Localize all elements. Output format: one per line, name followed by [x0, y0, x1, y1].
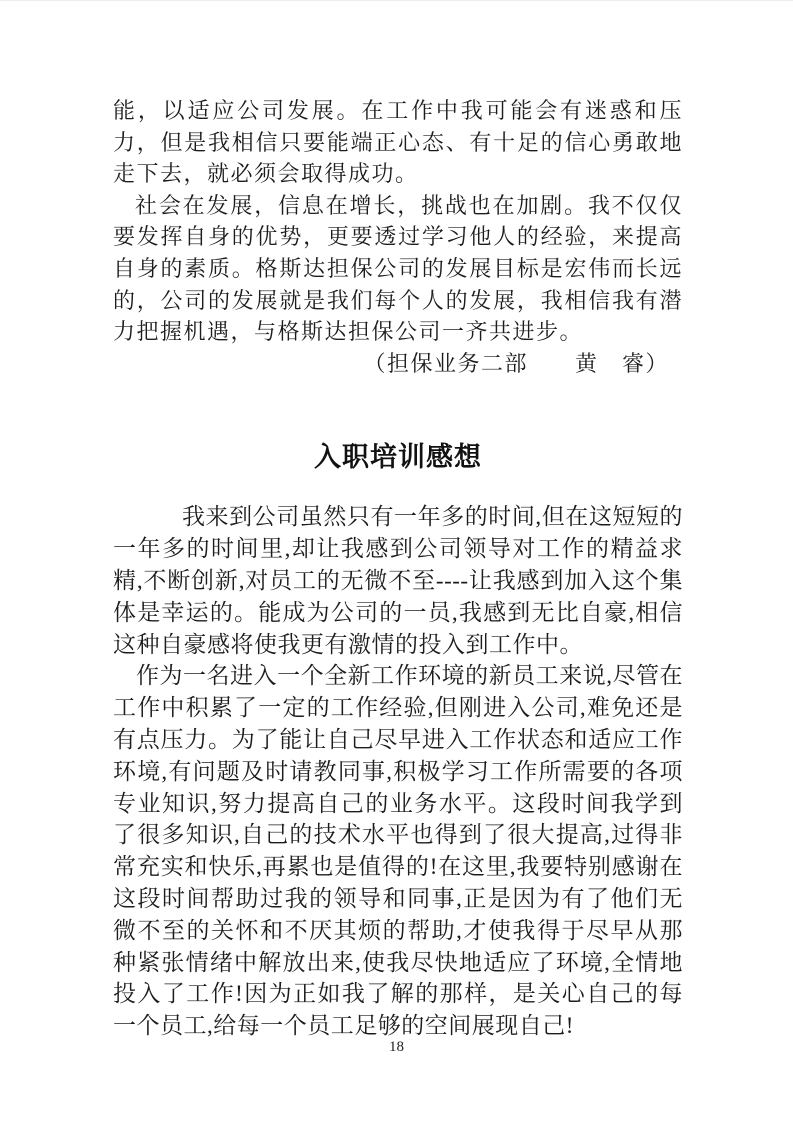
article-body [113, 501, 683, 1042]
paragraph-continuation: 能，以适应公司发展。在工作中我可能会有迷惑和压力，但是我相信只要能端正心态、有十足的信心勇敢地走下去，就必须会取得成功。 [113, 98, 683, 187]
paragraph: 作为一名进入一个全新工作环境的新员工来说,尽管在工作中积累了一定的工作经验,但刚进入公司,难免还是有点压力。为了能让自己尽早进入工作状态和适应工作环境,有问题及时请教同事,积极学习工作所需要的各项专业知识,努力提高自己的业务水平。这段时间我学到了很多知识,自己的技术水平也得到了很大提高,过得非常充实和快乐,再累也是值得的!在这里,我要特别感谢在这段时间帮助过我的领导和同事,正是因为有了他们无微不至的关怀和不厌其烦的帮助,才使我得于尽早从那种紧张情绪中解放出来,使我尽快地适应了环境,全情地投入了工作!因为正如我了解的那样，是关心自己的每一个员工,给每一个员工足够的空间展现自己! [113, 663, 683, 1039]
paragraph: 我来到公司虽然只有一年多的时间,但在这短短的一年多的时间里,却让我感到公司领导对工作的精益求精,不断创新,对员工的无微不至----让我感到加入这个集体是幸运的。能成为公司的一员,我感到无比自豪,相信这种自豪感将使我更有激情的投入到工作中。 [113, 504, 683, 657]
author-signature: （担保业务二部 黄 睿） [363, 350, 669, 376]
article-title: 入职培训感想 [314, 442, 482, 473]
previous-article-ending [113, 95, 683, 379]
paragraph: 社会在发展，信息在增长，挑战也在加剧。我不仅仅要发挥自身的优势，更要透过学习他人的经验，来提高自身的素质。格斯达担保公司的发展目标是宏伟而长远的，公司的发展就是我们每个人的发展，我相信我有潜力把握机遇，与格斯达担保公司一齐共进步。 [113, 192, 683, 345]
page-number: 18 [389, 1039, 404, 1055]
text-block [113, 95, 683, 1042]
